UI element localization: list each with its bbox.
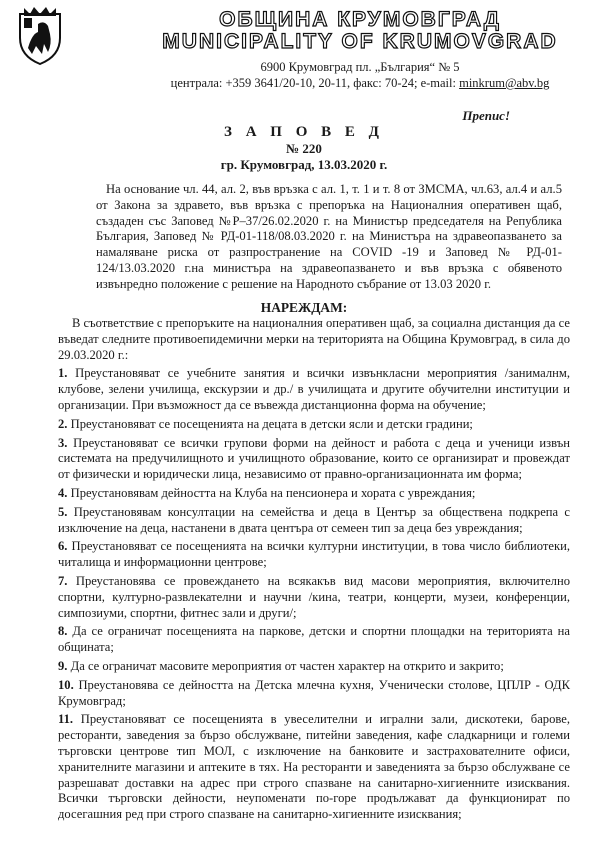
item-number: 10. — [58, 677, 74, 692]
item-text: Да се ограничат посещенията на паркове, детски и спортни площадки на територията на общината; — [58, 624, 570, 655]
order-item — [58, 659, 570, 675]
order-item — [58, 417, 570, 433]
contact-line — [130, 76, 590, 91]
contact-phones: централа: +359 3641/20-10, 20-11, факс: 70-24; e-mail: — [170, 76, 460, 90]
item-text: Преустановява се провеждането на всякакъв вид масови мероприятия, включително спортни, културно-развлекателни и научни /кина, театри, концерти, музеи, конференции, симпозиуми, спортни, фитнес зали и други/; — [58, 573, 570, 620]
item-number: 4. — [58, 485, 68, 500]
organization-name-en: MUNICIPALITY OF KRUMOVGRAD — [162, 30, 558, 53]
order-item — [58, 574, 570, 621]
municipal-crest-icon — [14, 4, 66, 66]
item-number: 8. — [58, 624, 68, 639]
order-item — [58, 678, 570, 710]
order-item — [58, 539, 570, 571]
item-text: Да се ограничат масовите мероприятия от частен характер на открито и закрито; — [70, 658, 504, 673]
item-text: Преустановявам дейността на Клуба на пенсионера и хората с увреждания; — [70, 485, 476, 500]
item-text: Преустановява се дейността на Детска млечна кухня, Ученически столове, ЦПЛР - ОДК Крумовград; — [58, 677, 570, 708]
order-title: З А П О В Е Д — [224, 124, 384, 140]
item-number: 1. — [58, 366, 68, 381]
copy-stamp: Препис! — [462, 108, 510, 123]
item-text: Преустановяват се учебните занятия и всички извънкласни мероприятия /занималнм, клубове, зелени училища, екскурзии и др./ в училищата и другите обучителни институции и организации. При възможност да се въвежда дистанционна форма на обучение; — [58, 366, 570, 412]
legal-basis-paragraph: На основание чл. 44, ал. 2, във връзка с ал. 1, т. 1 и т. 8 от ЗМСМА, чл.63, ал.4 и ал.5 от Закона за здравето, във връзка с препоръка на Националния оперативен щаб, създаден със Заповед №Р–37/26.02.2020 г. на Министър председателя на Република България, Заповед № РД-01-118/08.03.2020 г. на Министъра на здравеопазването за намаляване риска от разпространение на COVID -19 и Заповед № РД-01-124/13.03.2020 г.на министъра на здравеопазването и във връзка с обявеното извънредно положение с решение на Народното събрание от 13.03 2020 г. — [96, 182, 562, 291]
order-place-date: гр. Крумовград, 13.03.2020 г. — [220, 157, 388, 172]
postal-address: 6900 Крумовград пл. „България“ № 5 — [260, 60, 460, 74]
order-item — [58, 366, 570, 413]
order-item — [58, 436, 570, 483]
order-item — [58, 505, 570, 537]
order-item — [58, 624, 570, 656]
email-link[interactable]: minkrum@abv.bg — [459, 76, 550, 90]
item-number: 7. — [58, 573, 68, 588]
ordering-heading: НАРЕЖДАМ: — [260, 300, 348, 315]
item-text: Преустановяват се всички групови форми на дейност и работа с деца и ученици извън системата на предучилищното и училищното образование, които се организират и провеждат от физически и юридически лица, независимо от правно-организационната им форма; — [58, 435, 570, 482]
item-text: Преустановяват се посещенията в увеселителни и игрални зали, дискотеки, барове, ресторанти, заведения за бързо обслужване, питейни заведения, кафе сладкарници и големи търговски центрове тип МОЛ, с изключение на банковите и застрахователните офиси, хранителните магазини и аптеките в тях. На ресторанти и заведенията за бързо обслужване се разрешават доставки на адрес при строго спазване на санитарно-хигиенните изисквания. Всички търговски дейности, неупоменати по-горе продължават да функционират по досегашния ред при строго спазване на санитарно-хигиенните изисквания; — [58, 712, 570, 822]
item-number: 5. — [58, 504, 68, 519]
order-item — [58, 486, 570, 502]
item-text: Преустановяват се посещенията на всички културни институции, в това число библиотеки, читалища и информационни центрове; — [58, 539, 570, 570]
order-number: № 220 — [286, 141, 322, 156]
lead-paragraph: В съответствие с препоръките на националния оперативен щаб, за социална дистанция да се въведат следните противоепидемични мерки на територията на Община Крумовград, в сила до 29.03.2020 г.: — [58, 316, 570, 362]
organization-name-bg: ОБЩИНА КРУМОВГРАД — [219, 8, 501, 31]
item-number: 3. — [58, 435, 68, 450]
order-body — [58, 316, 570, 823]
item-number: 2. — [58, 416, 68, 431]
order-item — [58, 712, 570, 823]
item-number: 11. — [58, 712, 74, 727]
item-text: Преустановяват се посещенията на децата в детски ясли и детски градини; — [70, 416, 473, 431]
item-text: Преустановявам консултации на семейства и деца в Център за обществена подкрепа с изключение на деца, настанени в двата центъра от семеен тип за деца без увреждания; — [58, 504, 571, 535]
item-number: 6. — [58, 539, 68, 554]
item-number: 9. — [58, 658, 68, 673]
